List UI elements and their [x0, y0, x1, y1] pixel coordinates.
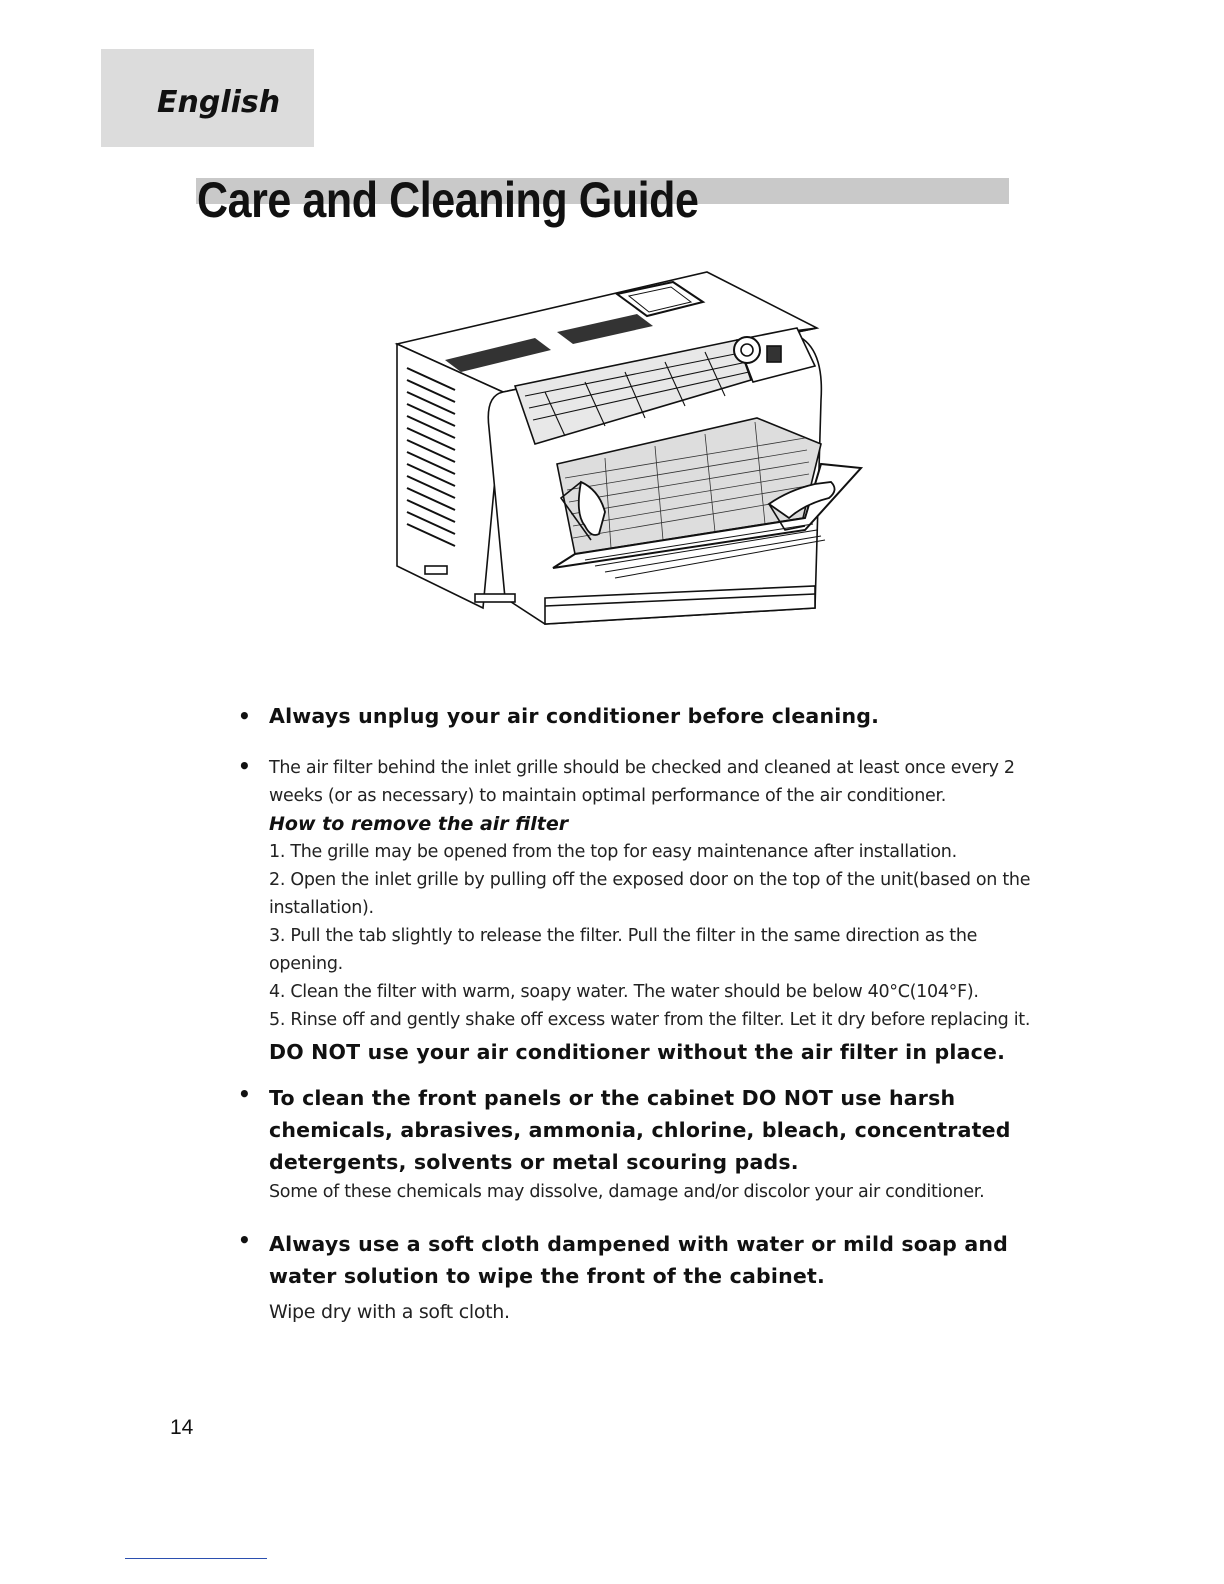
content-body: [238, 700, 1038, 1326]
bullet-soft-cloth: [238, 1228, 1038, 1326]
language-label: English: [157, 85, 281, 120]
filter-intro-text: • The air filter behind the inlet grille should be checked and cleaned at least once every 2 weeks (or as necessary) to maintain optimal performance of the air conditioner.: [269, 758, 1015, 806]
filter-step-2: 2. Open the inlet grille by pulling off the exposed door on the top of the unit(based on the installation).: [269, 870, 1031, 918]
control-switch: [767, 346, 781, 362]
language-tab: [101, 49, 314, 147]
filter-step-4: 4. Clean the filter with warm, soapy water. The water should be below 40°C(104°F).: [269, 982, 979, 1002]
page-number: 14: [170, 1416, 194, 1439]
filter-step-5: 5. Rinse off and gently shake off excess water from the filter. Let it dry before replacing it.: [269, 1010, 1031, 1030]
filter-removal-subheading: How to remove the air filter: [269, 813, 569, 835]
bullet-air-filter: [238, 754, 1038, 1068]
front-panels-note: Some of these chemicals may dissolve, damage and/or discolor your air conditioner.: [269, 1182, 985, 1202]
bullet-unplug-text: Always unplug your air conditioner before cleaning.: [269, 704, 880, 728]
soft-cloth-note: Wipe dry with a soft cloth.: [269, 1301, 510, 1323]
footer-rule: [125, 1558, 267, 1559]
soft-cloth-instruction: • Always use a soft cloth dampened with water or mild soap and water solution to wipe the front of the cabinet.: [269, 1232, 1009, 1288]
front-panels-warning: • To clean the front panels or the cabinet DO NOT use harsh chemicals, abrasives, ammonia, chlorine, bleach, concentrated detergents, solvents or metal scouring pads.: [269, 1086, 1011, 1174]
page-title: Care and Cleaning Guide: [197, 172, 699, 228]
bullet-front-panels: [238, 1082, 1038, 1206]
filter-step-1: 1. The grille may be opened from the top for easy maintenance after installation.: [269, 842, 957, 862]
bullet-unplug: [238, 700, 1038, 732]
filter-step-3: 3. Pull the tab slightly to release the filter. Pull the filter in the same direction as the opening.: [269, 926, 978, 974]
filter-warning: DO NOT use your air conditioner without the air filter in place.: [269, 1040, 1006, 1064]
air-conditioner-filter-removal-illustration: [385, 268, 875, 628]
